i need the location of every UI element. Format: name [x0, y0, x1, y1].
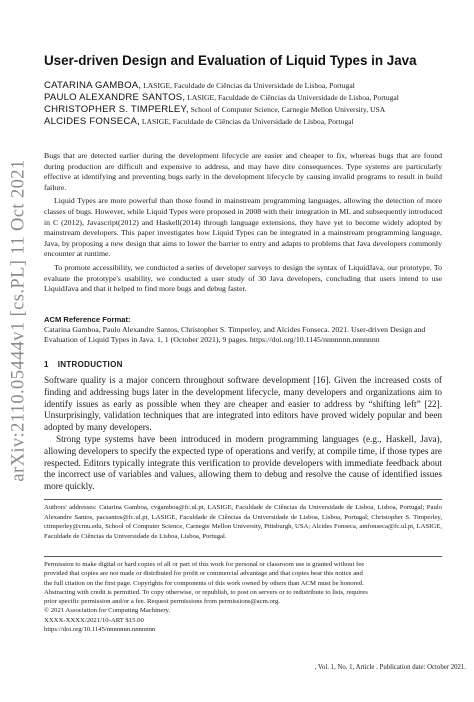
arxiv-identifier: arXiv:2110.05444v1 [cs.PL] 11 Oct 2021 [8, 158, 29, 482]
publication-footer: , Vol. 1, No. 1, Article . Publication date: October 2021. [314, 664, 466, 671]
section-heading [44, 360, 123, 369]
footnote-divider [44, 499, 442, 500]
author-name: PAULO ALEXANDRE SANTOS, [44, 92, 186, 103]
author-name: CATARINA GAMBOA, [44, 80, 142, 91]
permission-line: prior specific permission and/or a fee. Request permissions from permissions@acm.org. [44, 598, 280, 606]
author-affiliation: LASIGE, Faculdade de Ciências da Universidade de Lisboa, Portugal [139, 117, 354, 126]
reference-format-text: Catarina Gamboa, Paulo Alexandre Santos, Christopher S. Timperley, and Alcides Fonseca. 2021. User-driven Design and Evaluation of Liquid Types in Java. 1, 1 (October 2021), 9 pages. https://doi.org/10.1145/nnnnnnn.nnnnnnn [44, 325, 426, 345]
abstract [44, 151, 442, 295]
author-name: CHRISTOPHER S. TIMPERLEY, [44, 104, 189, 115]
abstract-paragraph: Bugs that are detected earlier during the development lifecycle are easier and cheaper to fix, whereas bugs that are found during production are difficult and expensive to address, and may have dire consequences. Type systems are particularly effective at identifying and preventing bugs early in the development lifecycle by causing invalid programs to result in build failure. [44, 151, 442, 192]
section-number: 1 [44, 360, 49, 369]
author-entry [44, 104, 442, 116]
author-affiliation: LASIGE, Faculdade de Ciências da Universidade de Lisboa, Portugal [141, 81, 355, 90]
copyright-line: © 2021 Association for Computing Machinery. [44, 607, 171, 615]
introduction-body [44, 375, 442, 493]
author-entry [44, 80, 442, 92]
permission-notice [44, 560, 442, 634]
permission-line: Abstracting with credit is permitted. To copy otherwise, or republish, to post on servers or to redistribute to lists, requires [44, 588, 368, 596]
abstract-paragraph: To promote accessibility, we conducted a series of developer surveys to design the syntax of LiquidJava, our prototype. To evaluate the prototype's usability, we conducted a user study of 30 Java developers, concluding that users intend to use LiquidJava and that it helped to find more bugs and debug faster. [44, 262, 442, 294]
author-list [44, 80, 442, 128]
permission-line: the full citation on the first page. Copyrights for components of this work owned by others than ACM must be honored. [44, 579, 364, 587]
author-affiliation: School of Computer Science, Carnegie Mellon University, USA [188, 105, 386, 114]
arxiv-stamp [8, 140, 30, 500]
author-entry [44, 116, 442, 128]
author-name: ALCIDES FONSECA, [44, 116, 140, 127]
section-title: INTRODUCTION [57, 360, 123, 369]
doi-link[interactable]: https://doi.org/10.1145/nnnnnnn.nnnnnnn [44, 626, 156, 634]
permission-divider [44, 556, 442, 557]
body-paragraph: Software quality is a major concern throughout software development [16]. Given the increased costs of finding and addressing bugs later in the development lifecycle, many developers and organizations aim to identify issues as early as possible when they are cheaper and easier to address by “shifting left” [22]. Unsurprisingly, validation techniques that are integrated into editors have proved widely popular and been adopted by many developers. [44, 375, 442, 433]
author-affiliation: LASIGE, Faculdade de Ciências da Universidade de Lisboa, Portugal [185, 93, 399, 102]
author-entry [44, 92, 442, 104]
article-code-line: XXXX-XXXX/2021/10-ART $15.00 [44, 616, 144, 624]
authors-addresses: Authors' addresses: Catarina Gamboa, cvgamboa@fc.ul.pt, LASIGE, Faculdade de Ciências da Universidade de Lisboa, Lisboa, Portugal; Paulo Alexandre Santos, pacsantos@fc.ul.pt, LASIGE, Faculdade de Ciências da Universidade de Lisboa, Lisboa, Portugal; Christopher S. Timperley, ctimperley@cmu.edu, School of Computer Science, Carnegie Mellon University, Pittsburgh, USA; Alcides Fonseca, amfonseca@fc.ul.pt, LASIGE, Faculdade de Ciências da Universidade de Lisboa, Lisboa, Portugal. [44, 504, 442, 540]
permission-line: provided that copies are not made or distributed for profit or commercial advantage and that copies bear this notice and [44, 570, 363, 578]
body-paragraph: Strong type systems have been introduced in modern programming languages (e.g., Haskell, Java), allowing developers to specify the expected type of operations and verify, at compile time, if those types are respected. Editors typically integrate this verification to provide developers with immediate feedback about the incorrect use of variables and values, allowing them to debug and resolve the cause of identified issues more quickly. [44, 433, 442, 492]
paper-title: User-driven Design and Evaluation of Liquid Types in Java [44, 53, 417, 68]
abstract-paragraph: Liquid Types are more powerful than those found in mainstream programming languages, allowing the detection of more classes of bugs. However, while Liquid Types were proposed in 2008 with their integration in ML and subsequently introduced in C (2012), Javascript(2012) and Haskell(2014) through language extensions, they have yet to become widely adopted by mainstream developers. This paper investigates how Liquid Types can be integrated in a mainstream programming language, Java, by proposing a new design that aims to lower the barrier to entry and adapts to problems that Java developers commonly encounter at runtime. [44, 196, 442, 259]
permission-line: Permission to make digital or hard copies of all or part of this work for personal or classroom use is granted without fee [44, 561, 365, 568]
reference-format-heading: ACM Reference Format: [44, 315, 131, 324]
